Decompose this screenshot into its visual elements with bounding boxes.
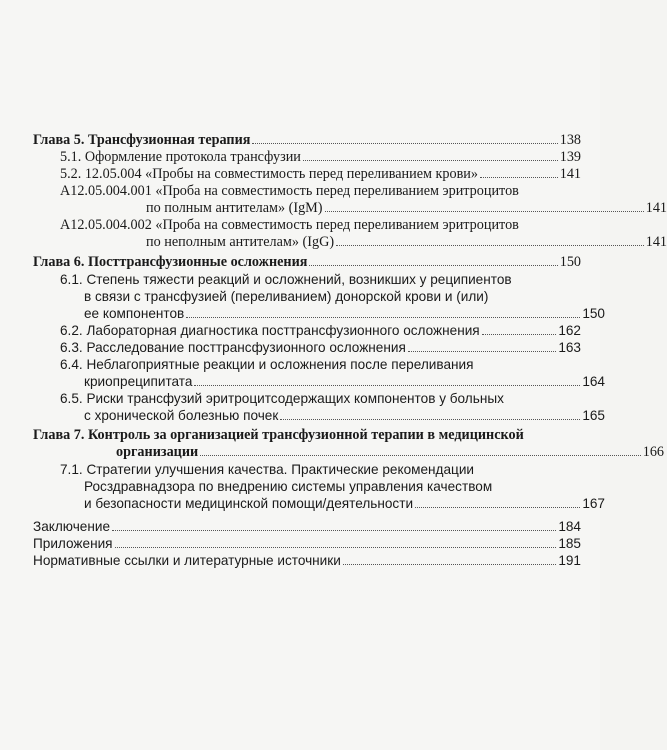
toc-chapter-5-title: Глава 5. Трансфузионная терапия xyxy=(33,132,251,148)
toc-section-title-line: Росздравнадзора по внедрению системы управления качеством xyxy=(84,479,493,494)
dot-leader xyxy=(309,265,557,266)
toc-section-title-line: ее компонентов xyxy=(84,306,185,321)
dot-leader xyxy=(194,385,580,386)
toc-section-title: 5.1. Оформление протокола трансфузии xyxy=(60,149,301,165)
toc-references[interactable] xyxy=(33,552,581,569)
toc-page-number: 141 xyxy=(559,166,581,182)
toc-section-5-2[interactable] xyxy=(33,166,581,183)
toc-section-title-line: 6.4. Неблагоприятные реакции и осложнения после переливания xyxy=(60,357,474,372)
toc-section-6-1[interactable] xyxy=(33,271,605,322)
toc-section-title-line: и безопасности медицинской помощи/деятельности xyxy=(84,496,414,511)
toc-section-title-line: в связи с трансфузией (переливанием) донорской крови и (или) xyxy=(84,289,489,304)
toc-section-5-4[interactable] xyxy=(33,217,667,251)
toc-section-title: 6.2. Лабораторная диагностика посттрансфузионного осложнения xyxy=(60,323,480,338)
toc-page-number: 191 xyxy=(558,553,581,568)
toc-conclusion[interactable] xyxy=(33,518,581,535)
toc-section-title-line: 6.5. Риски трансфузий эритроцитсодержащих компонентов у больных xyxy=(60,391,504,406)
toc-entry-title: Приложения xyxy=(33,536,113,551)
toc-section-6-5[interactable] xyxy=(33,390,605,424)
toc-section-5-1[interactable] xyxy=(33,149,581,166)
toc-page-number: 165 xyxy=(582,408,605,423)
dot-leader xyxy=(303,160,558,161)
dot-leader xyxy=(480,177,558,178)
dot-leader xyxy=(482,334,557,335)
dot-leader xyxy=(408,351,556,352)
toc-section-6-4[interactable] xyxy=(33,356,605,390)
toc-page-number: 138 xyxy=(559,132,581,148)
toc-section-title-line: криопреципитата xyxy=(84,374,193,389)
toc-chapter-7[interactable] xyxy=(33,427,664,461)
toc-section-title-line: А12.05.004.001 «Проба на совместимость перед переливанием эритроцитов xyxy=(60,183,519,199)
toc-section-title-line: по полным антителам» (IgM) xyxy=(146,200,323,216)
toc-page-number: 185 xyxy=(558,536,581,551)
toc-section-6-3[interactable] xyxy=(33,339,581,356)
toc-chapter-7-title-line: Глава 7. Контроль за организацией трансфузионной терапии в медицинской xyxy=(33,427,524,443)
toc-entry-title: Нормативные ссылки и литературные источники xyxy=(33,553,341,568)
toc-entry-title: Заключение xyxy=(33,519,111,534)
toc-page-number: 167 xyxy=(582,496,605,511)
toc-page-number: 164 xyxy=(582,374,605,389)
toc-page-number: 163 xyxy=(558,340,581,355)
toc-section-title-line: по неполным антителам» (IgG) xyxy=(146,234,335,250)
toc-section-title-line: 7.1. Стратегии улучшения качества. Практические рекомендации xyxy=(60,462,475,477)
dot-leader xyxy=(115,547,557,548)
toc-page-number: 139 xyxy=(559,149,581,165)
toc-section-title: 6.3. Расследование посттрансфузионного осложнения xyxy=(60,340,406,355)
dot-leader xyxy=(415,507,580,508)
dot-leader xyxy=(112,530,556,531)
dot-leader xyxy=(186,317,580,318)
dot-leader xyxy=(325,211,644,212)
dot-leader xyxy=(336,245,644,246)
toc-section-5-3[interactable] xyxy=(33,183,667,217)
toc-page-number: 166 xyxy=(642,444,664,460)
toc-section-title-line: 6.1. Степень тяжести реакций и осложнений, возникших у реципиентов xyxy=(60,272,512,287)
toc-section-title: 5.2. 12.05.004 «Пробы на совместимость перед переливанием крови» xyxy=(60,166,478,182)
toc-page-number: 141 xyxy=(645,234,667,250)
toc-section-title-line: с хронической болезнью почек xyxy=(84,408,279,423)
toc-page-number: 184 xyxy=(558,519,581,534)
toc-appendix[interactable] xyxy=(33,535,581,552)
dot-leader xyxy=(200,455,641,456)
toc-chapter-6[interactable] xyxy=(33,254,581,271)
toc-section-7-1[interactable] xyxy=(33,461,605,512)
dot-leader xyxy=(252,143,557,144)
toc-chapter-7-title-line: организации xyxy=(116,444,199,460)
dot-leader xyxy=(343,564,557,565)
toc-page-number: 162 xyxy=(558,323,581,338)
toc-chapter-6-title: Глава 6. Посттрансфузионные осложнения xyxy=(33,254,308,270)
toc-chapter-5[interactable] xyxy=(33,132,581,149)
toc-page-number: 150 xyxy=(582,306,605,321)
toc-section-6-2[interactable] xyxy=(33,322,581,339)
table-of-contents xyxy=(33,132,667,569)
toc-page-number: 150 xyxy=(559,254,581,270)
dot-leader xyxy=(280,419,580,420)
toc-section-title-line: А12.05.004.002 «Проба на совместимость перед переливанием эритроцитов xyxy=(60,217,519,233)
toc-page-number: 141 xyxy=(645,200,667,216)
